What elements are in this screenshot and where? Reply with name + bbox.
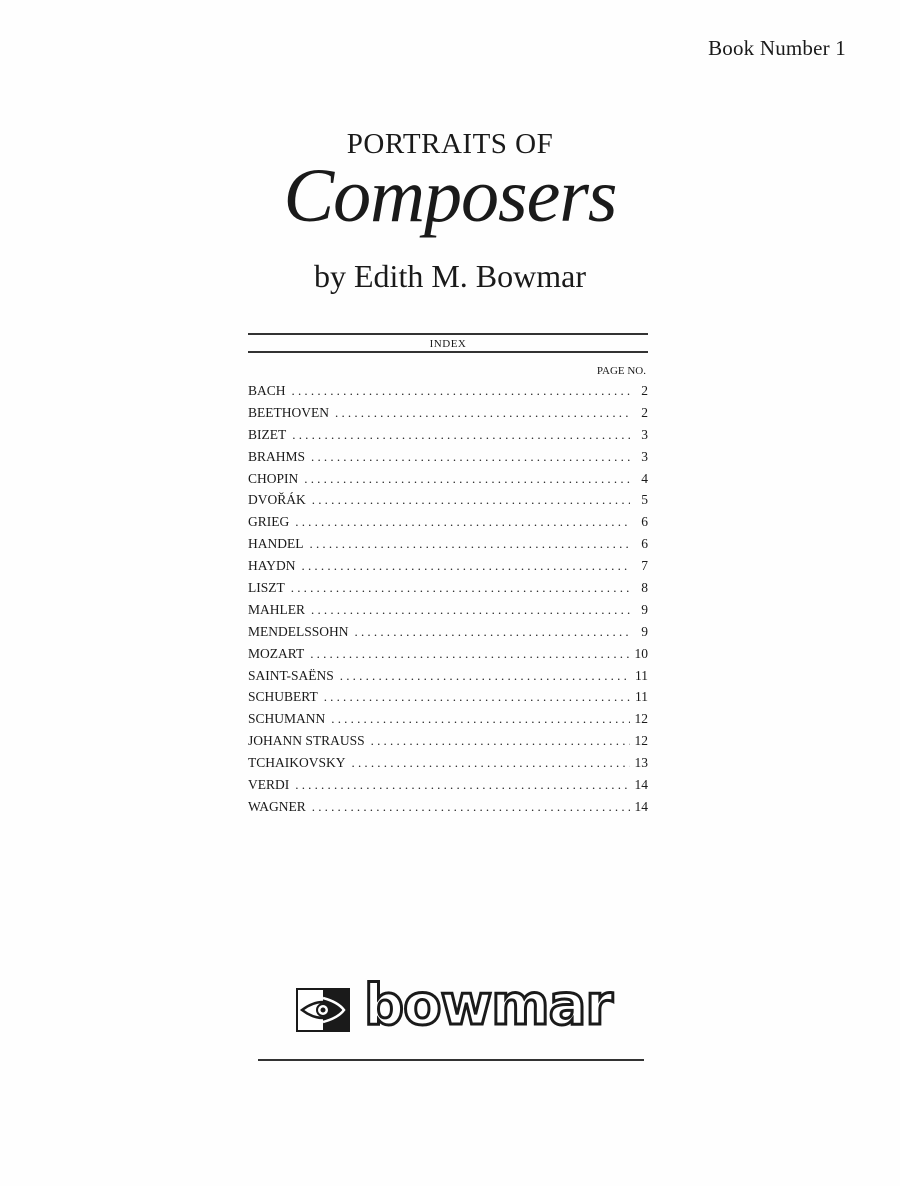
index-entry <box>248 471 648 493</box>
dot-leader <box>335 405 630 421</box>
dot-leader <box>340 668 630 684</box>
index-entry-name: GRIEG <box>248 514 290 530</box>
dot-leader <box>310 646 630 662</box>
title-overline: PORTRAITS OF <box>346 128 554 160</box>
index-entry-page: 12 <box>634 733 648 749</box>
book-number: Book Number 1 <box>708 36 846 60</box>
index-entry-page: 2 <box>641 404 648 420</box>
index-entry-page: 6 <box>641 514 648 530</box>
index-entry-page: 9 <box>641 623 648 639</box>
index-section <box>248 333 648 821</box>
index-entry <box>248 383 648 405</box>
dot-leader <box>310 536 631 552</box>
index-entry <box>248 711 648 733</box>
author-line: by Edith M. Bowmar <box>314 258 586 294</box>
index-entry-page: 10 <box>634 645 648 661</box>
index-entry-name: JOHANN STRAUSS <box>248 733 365 749</box>
index-entry-name: TCHAIKOVSKY <box>248 755 346 771</box>
index-entry <box>248 624 648 646</box>
index-entry-name: HAYDN <box>248 558 296 574</box>
index-entry-page: 6 <box>641 536 648 552</box>
index-entry-page: 5 <box>641 492 648 508</box>
index-heading: INDEX <box>429 338 467 350</box>
index-entry <box>248 580 648 602</box>
dot-leader <box>355 624 630 640</box>
index-entry <box>248 405 648 427</box>
dot-leader <box>304 471 630 487</box>
index-entry <box>248 602 648 624</box>
index-list <box>248 383 648 821</box>
index-entry-name: VERDI <box>248 777 290 793</box>
dot-leader <box>295 514 630 530</box>
index-entry-page: 13 <box>634 755 648 771</box>
index-entry <box>248 799 648 821</box>
eye-in-square-icon <box>296 988 350 1032</box>
index-entry <box>248 646 648 668</box>
index-entry-name: SCHUMANN <box>248 711 326 727</box>
index-entry-name: CHOPIN <box>248 470 299 486</box>
index-entry-name: HANDEL <box>248 536 304 552</box>
page-number-column-label: PAGE NO. <box>596 365 646 377</box>
publisher-logo <box>296 973 613 1038</box>
index-entry-name: BEETHOVEN <box>248 404 329 420</box>
index-entry-name: SCHUBERT <box>248 689 318 705</box>
dot-leader <box>311 602 630 618</box>
dot-leader <box>295 777 630 793</box>
index-entry-name: BACH <box>248 383 286 398</box>
dot-leader <box>331 711 630 727</box>
dot-leader <box>312 799 630 815</box>
index-entry-page: 11 <box>635 689 648 705</box>
index-entry-name: DVOŘÁK <box>248 492 306 508</box>
index-entry-page: 3 <box>641 448 648 464</box>
page-title: Composers <box>283 154 617 238</box>
index-entry <box>248 733 648 755</box>
index-entry-name: BRAHMS <box>248 448 306 464</box>
dot-leader <box>291 580 630 596</box>
index-entry-name: BIZET <box>248 426 287 442</box>
index-entry-page: 14 <box>634 777 648 793</box>
index-entry <box>248 514 648 536</box>
index-entry <box>248 492 648 514</box>
index-entry-name: WAGNER <box>248 798 306 814</box>
index-entry-page: 14 <box>634 798 648 814</box>
index-entry <box>248 449 648 471</box>
index-entry-page: 4 <box>641 470 648 486</box>
index-entry <box>248 689 648 711</box>
index-entry-page: 12 <box>634 711 648 727</box>
dot-leader <box>292 427 630 443</box>
index-entry-name: SAINT-SAËNS <box>248 667 334 683</box>
index-entry-name: MAHLER <box>248 601 305 617</box>
index-entry-page: 9 <box>641 601 648 617</box>
index-entry-page: 2 <box>641 383 648 398</box>
dot-leader <box>302 558 630 574</box>
index-entry <box>248 668 648 690</box>
dot-leader <box>311 449 630 465</box>
dot-leader <box>312 492 630 508</box>
index-entry-page: 8 <box>641 580 648 596</box>
dot-leader <box>324 689 630 705</box>
index-entry-name: MENDELSSOHN <box>248 623 349 639</box>
index-entry <box>248 536 648 558</box>
dot-leader <box>371 733 630 749</box>
footer-rule <box>258 1059 644 1061</box>
index-entry-name: MOZART <box>248 645 305 661</box>
publisher-wordmark: bowmar <box>364 973 613 1038</box>
index-entry-name: LISZT <box>248 580 285 596</box>
dot-leader <box>292 383 630 399</box>
dot-leader <box>352 755 631 771</box>
index-heading-rule <box>248 351 648 353</box>
index-entry-page: 3 <box>641 426 648 442</box>
index-entry-page: 7 <box>641 558 648 574</box>
index-entry <box>248 755 648 777</box>
index-entry <box>248 558 648 580</box>
index-entry <box>248 777 648 799</box>
index-entry <box>248 427 648 449</box>
index-entry-page: 11 <box>635 667 648 683</box>
